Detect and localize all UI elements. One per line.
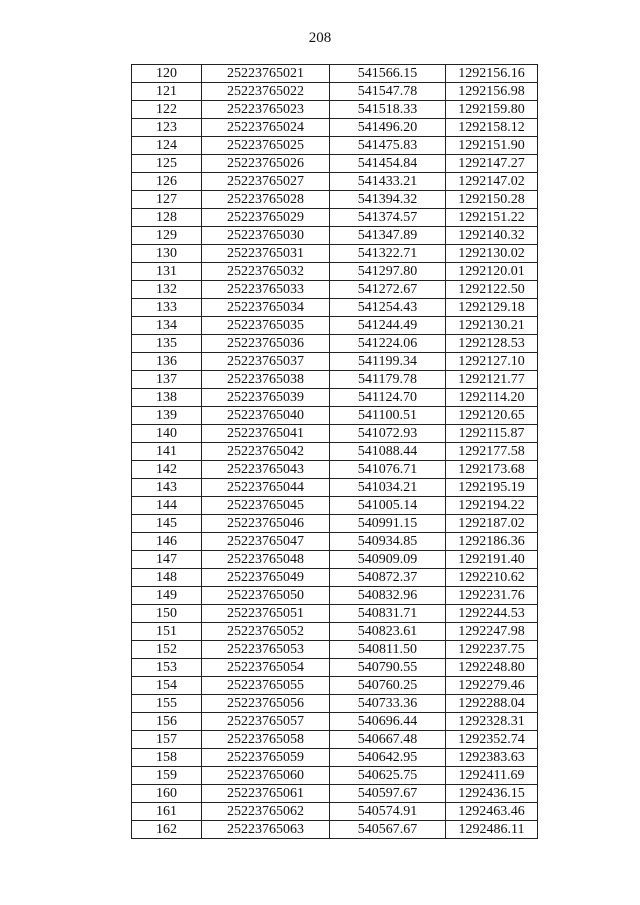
y-coordinate-cell: 1292210.62 bbox=[446, 569, 538, 587]
point-id-cell: 25223765057 bbox=[202, 713, 330, 731]
page-number: 208 bbox=[308, 30, 332, 46]
point-id-cell: 25223765060 bbox=[202, 767, 330, 785]
point-id-cell: 25223765038 bbox=[202, 371, 330, 389]
y-coordinate-cell: 1292237.75 bbox=[446, 641, 538, 659]
x-coordinate-cell: 541347.89 bbox=[330, 227, 446, 245]
point-id-cell: 25223765037 bbox=[202, 353, 330, 371]
y-coordinate-cell: 1292130.02 bbox=[446, 245, 538, 263]
y-coordinate-cell: 1292156.98 bbox=[446, 83, 538, 101]
y-coordinate-cell: 1292247.98 bbox=[446, 623, 538, 641]
x-coordinate-cell: 540934.85 bbox=[330, 533, 446, 551]
point-id-cell: 25223765052 bbox=[202, 623, 330, 641]
x-coordinate-cell: 541072.93 bbox=[330, 425, 446, 443]
y-coordinate-cell: 1292159.80 bbox=[446, 101, 538, 119]
x-coordinate-cell: 541244.49 bbox=[330, 317, 446, 335]
table-row bbox=[132, 281, 538, 299]
point-id-cell: 25223765033 bbox=[202, 281, 330, 299]
point-id-cell: 25223765058 bbox=[202, 731, 330, 749]
point-id-cell: 25223765031 bbox=[202, 245, 330, 263]
point-number-cell: 155 bbox=[132, 695, 202, 713]
point-id-cell: 25223765044 bbox=[202, 479, 330, 497]
x-coordinate-cell: 541254.43 bbox=[330, 299, 446, 317]
y-coordinate-cell: 1292120.01 bbox=[446, 263, 538, 281]
y-coordinate-cell: 1292244.53 bbox=[446, 605, 538, 623]
point-id-cell: 25223765063 bbox=[202, 821, 330, 839]
y-coordinate-cell: 1292147.27 bbox=[446, 155, 538, 173]
table-row bbox=[132, 137, 538, 155]
point-id-cell: 25223765028 bbox=[202, 191, 330, 209]
table-row bbox=[132, 461, 538, 479]
point-number-cell: 139 bbox=[132, 407, 202, 425]
table-row bbox=[132, 227, 538, 245]
x-coordinate-cell: 541433.21 bbox=[330, 173, 446, 191]
point-number-cell: 138 bbox=[132, 389, 202, 407]
point-id-cell: 25223765021 bbox=[202, 65, 330, 83]
point-id-cell: 25223765029 bbox=[202, 209, 330, 227]
point-id-cell: 25223765026 bbox=[202, 155, 330, 173]
x-coordinate-cell: 541297.80 bbox=[330, 263, 446, 281]
x-coordinate-cell: 541566.15 bbox=[330, 65, 446, 83]
y-coordinate-cell: 1292114.20 bbox=[446, 389, 538, 407]
point-number-cell: 148 bbox=[132, 569, 202, 587]
x-coordinate-cell: 540625.75 bbox=[330, 767, 446, 785]
point-number-cell: 147 bbox=[132, 551, 202, 569]
x-coordinate-cell: 541475.83 bbox=[330, 137, 446, 155]
point-number-cell: 157 bbox=[132, 731, 202, 749]
point-id-cell: 25223765024 bbox=[202, 119, 330, 137]
y-coordinate-cell: 1292151.22 bbox=[446, 209, 538, 227]
point-id-cell: 25223765062 bbox=[202, 803, 330, 821]
x-coordinate-cell: 540642.95 bbox=[330, 749, 446, 767]
point-id-cell: 25223765056 bbox=[202, 695, 330, 713]
table-row bbox=[132, 497, 538, 515]
x-coordinate-cell: 541199.34 bbox=[330, 353, 446, 371]
point-number-cell: 130 bbox=[132, 245, 202, 263]
y-coordinate-cell: 1292156.16 bbox=[446, 65, 538, 83]
point-number-cell: 127 bbox=[132, 191, 202, 209]
x-coordinate-cell: 541496.20 bbox=[330, 119, 446, 137]
point-number-cell: 152 bbox=[132, 641, 202, 659]
point-id-cell: 25223765061 bbox=[202, 785, 330, 803]
table-row bbox=[132, 371, 538, 389]
y-coordinate-cell: 1292411.69 bbox=[446, 767, 538, 785]
table-row bbox=[132, 515, 538, 533]
table-row bbox=[132, 335, 538, 353]
x-coordinate-cell: 541100.51 bbox=[330, 407, 446, 425]
point-number-cell: 142 bbox=[132, 461, 202, 479]
point-id-cell: 25223765054 bbox=[202, 659, 330, 677]
point-number-cell: 128 bbox=[132, 209, 202, 227]
point-number-cell: 135 bbox=[132, 335, 202, 353]
x-coordinate-cell: 540909.09 bbox=[330, 551, 446, 569]
point-number-cell: 134 bbox=[132, 317, 202, 335]
y-coordinate-cell: 1292140.32 bbox=[446, 227, 538, 245]
point-number-cell: 126 bbox=[132, 173, 202, 191]
y-coordinate-cell: 1292352.74 bbox=[446, 731, 538, 749]
point-number-cell: 122 bbox=[132, 101, 202, 119]
point-id-cell: 25223765047 bbox=[202, 533, 330, 551]
point-number-cell: 131 bbox=[132, 263, 202, 281]
table-row bbox=[132, 605, 538, 623]
point-number-cell: 160 bbox=[132, 785, 202, 803]
x-coordinate-cell: 540991.15 bbox=[330, 515, 446, 533]
y-coordinate-cell: 1292151.90 bbox=[446, 137, 538, 155]
point-id-cell: 25223765046 bbox=[202, 515, 330, 533]
x-coordinate-cell: 540733.36 bbox=[330, 695, 446, 713]
table-row bbox=[132, 713, 538, 731]
table-row bbox=[132, 821, 538, 839]
table-row bbox=[132, 407, 538, 425]
x-coordinate-cell: 541518.33 bbox=[330, 101, 446, 119]
point-id-cell: 25223765049 bbox=[202, 569, 330, 587]
point-id-cell: 25223765042 bbox=[202, 443, 330, 461]
table-row bbox=[132, 425, 538, 443]
y-coordinate-cell: 1292147.02 bbox=[446, 173, 538, 191]
y-coordinate-cell: 1292173.68 bbox=[446, 461, 538, 479]
point-number-cell: 133 bbox=[132, 299, 202, 317]
y-coordinate-cell: 1292194.22 bbox=[446, 497, 538, 515]
x-coordinate-cell: 540872.37 bbox=[330, 569, 446, 587]
table-row bbox=[132, 119, 538, 137]
y-coordinate-cell: 1292158.12 bbox=[446, 119, 538, 137]
x-coordinate-cell: 540696.44 bbox=[330, 713, 446, 731]
point-number-cell: 129 bbox=[132, 227, 202, 245]
y-coordinate-cell: 1292115.87 bbox=[446, 425, 538, 443]
point-number-cell: 137 bbox=[132, 371, 202, 389]
table-row bbox=[132, 317, 538, 335]
table-row bbox=[132, 299, 538, 317]
y-coordinate-cell: 1292128.53 bbox=[446, 335, 538, 353]
table-row bbox=[132, 65, 538, 83]
point-id-cell: 25223765051 bbox=[202, 605, 330, 623]
point-number-cell: 141 bbox=[132, 443, 202, 461]
x-coordinate-cell: 540597.67 bbox=[330, 785, 446, 803]
table-row bbox=[132, 173, 538, 191]
point-number-cell: 146 bbox=[132, 533, 202, 551]
x-coordinate-cell: 541272.67 bbox=[330, 281, 446, 299]
table-row bbox=[132, 695, 538, 713]
y-coordinate-cell: 1292328.31 bbox=[446, 713, 538, 731]
point-number-cell: 140 bbox=[132, 425, 202, 443]
point-id-cell: 25223765041 bbox=[202, 425, 330, 443]
y-coordinate-cell: 1292177.58 bbox=[446, 443, 538, 461]
y-coordinate-cell: 1292191.40 bbox=[446, 551, 538, 569]
y-coordinate-cell: 1292187.02 bbox=[446, 515, 538, 533]
table-row bbox=[132, 731, 538, 749]
y-coordinate-cell: 1292195.19 bbox=[446, 479, 538, 497]
point-number-cell: 120 bbox=[132, 65, 202, 83]
table-row bbox=[132, 677, 538, 695]
point-id-cell: 25223765027 bbox=[202, 173, 330, 191]
y-coordinate-cell: 1292129.18 bbox=[446, 299, 538, 317]
point-number-cell: 136 bbox=[132, 353, 202, 371]
table-row bbox=[132, 209, 538, 227]
point-number-cell: 123 bbox=[132, 119, 202, 137]
table-row bbox=[132, 749, 538, 767]
point-number-cell: 121 bbox=[132, 83, 202, 101]
point-number-cell: 150 bbox=[132, 605, 202, 623]
point-id-cell: 25223765059 bbox=[202, 749, 330, 767]
x-coordinate-cell: 540811.50 bbox=[330, 641, 446, 659]
x-coordinate-cell: 540823.61 bbox=[330, 623, 446, 641]
x-coordinate-cell: 541374.57 bbox=[330, 209, 446, 227]
table-row bbox=[132, 353, 538, 371]
point-id-cell: 25223765022 bbox=[202, 83, 330, 101]
x-coordinate-cell: 541322.71 bbox=[330, 245, 446, 263]
x-coordinate-cell: 541076.71 bbox=[330, 461, 446, 479]
x-coordinate-cell: 540790.55 bbox=[330, 659, 446, 677]
x-coordinate-cell: 541005.14 bbox=[330, 497, 446, 515]
x-coordinate-cell: 541454.84 bbox=[330, 155, 446, 173]
x-coordinate-cell: 540832.96 bbox=[330, 587, 446, 605]
point-number-cell: 145 bbox=[132, 515, 202, 533]
point-number-cell: 154 bbox=[132, 677, 202, 695]
table-row bbox=[132, 479, 538, 497]
x-coordinate-cell: 540831.71 bbox=[330, 605, 446, 623]
point-id-cell: 25223765030 bbox=[202, 227, 330, 245]
point-id-cell: 25223765053 bbox=[202, 641, 330, 659]
table-row bbox=[132, 83, 538, 101]
table-row bbox=[132, 245, 538, 263]
y-coordinate-cell: 1292122.50 bbox=[446, 281, 538, 299]
table-body bbox=[132, 65, 538, 839]
x-coordinate-cell: 541547.78 bbox=[330, 83, 446, 101]
point-number-cell: 143 bbox=[132, 479, 202, 497]
y-coordinate-cell: 1292120.65 bbox=[446, 407, 538, 425]
y-coordinate-cell: 1292288.04 bbox=[446, 695, 538, 713]
table-row bbox=[132, 587, 538, 605]
y-coordinate-cell: 1292150.28 bbox=[446, 191, 538, 209]
point-id-cell: 25223765023 bbox=[202, 101, 330, 119]
table-row bbox=[132, 785, 538, 803]
table-row bbox=[132, 533, 538, 551]
point-id-cell: 25223765040 bbox=[202, 407, 330, 425]
table-row bbox=[132, 389, 538, 407]
table-row bbox=[132, 767, 538, 785]
table-row bbox=[132, 659, 538, 677]
point-number-cell: 151 bbox=[132, 623, 202, 641]
point-number-cell: 149 bbox=[132, 587, 202, 605]
point-number-cell: 124 bbox=[132, 137, 202, 155]
y-coordinate-cell: 1292436.15 bbox=[446, 785, 538, 803]
table-row bbox=[132, 191, 538, 209]
y-coordinate-cell: 1292130.21 bbox=[446, 317, 538, 335]
point-id-cell: 25223765036 bbox=[202, 335, 330, 353]
point-id-cell: 25223765025 bbox=[202, 137, 330, 155]
point-id-cell: 25223765043 bbox=[202, 461, 330, 479]
x-coordinate-cell: 540574.91 bbox=[330, 803, 446, 821]
x-coordinate-cell: 540760.25 bbox=[330, 677, 446, 695]
x-coordinate-cell: 541088.44 bbox=[330, 443, 446, 461]
point-id-cell: 25223765035 bbox=[202, 317, 330, 335]
y-coordinate-cell: 1292248.80 bbox=[446, 659, 538, 677]
table-row bbox=[132, 641, 538, 659]
table-row bbox=[132, 101, 538, 119]
point-id-cell: 25223765048 bbox=[202, 551, 330, 569]
point-number-cell: 159 bbox=[132, 767, 202, 785]
table-row bbox=[132, 803, 538, 821]
y-coordinate-cell: 1292121.77 bbox=[446, 371, 538, 389]
table-row bbox=[132, 155, 538, 173]
x-coordinate-cell: 541124.70 bbox=[330, 389, 446, 407]
point-number-cell: 162 bbox=[132, 821, 202, 839]
table-row bbox=[132, 263, 538, 281]
point-number-cell: 156 bbox=[132, 713, 202, 731]
y-coordinate-cell: 1292383.63 bbox=[446, 749, 538, 767]
x-coordinate-cell: 540567.67 bbox=[330, 821, 446, 839]
table-row bbox=[132, 569, 538, 587]
y-coordinate-cell: 1292186.36 bbox=[446, 533, 538, 551]
y-coordinate-cell: 1292231.76 bbox=[446, 587, 538, 605]
point-id-cell: 25223765045 bbox=[202, 497, 330, 515]
coordinates-table bbox=[131, 64, 538, 839]
point-id-cell: 25223765034 bbox=[202, 299, 330, 317]
table-row bbox=[132, 443, 538, 461]
point-id-cell: 25223765050 bbox=[202, 587, 330, 605]
x-coordinate-cell: 541394.32 bbox=[330, 191, 446, 209]
point-id-cell: 25223765055 bbox=[202, 677, 330, 695]
x-coordinate-cell: 541179.78 bbox=[330, 371, 446, 389]
y-coordinate-cell: 1292486.11 bbox=[446, 821, 538, 839]
y-coordinate-cell: 1292127.10 bbox=[446, 353, 538, 371]
table-row bbox=[132, 623, 538, 641]
point-number-cell: 125 bbox=[132, 155, 202, 173]
table-row bbox=[132, 551, 538, 569]
point-number-cell: 161 bbox=[132, 803, 202, 821]
point-id-cell: 25223765032 bbox=[202, 263, 330, 281]
point-number-cell: 158 bbox=[132, 749, 202, 767]
y-coordinate-cell: 1292463.46 bbox=[446, 803, 538, 821]
point-number-cell: 144 bbox=[132, 497, 202, 515]
point-id-cell: 25223765039 bbox=[202, 389, 330, 407]
x-coordinate-cell: 541034.21 bbox=[330, 479, 446, 497]
point-number-cell: 153 bbox=[132, 659, 202, 677]
y-coordinate-cell: 1292279.46 bbox=[446, 677, 538, 695]
point-number-cell: 132 bbox=[132, 281, 202, 299]
x-coordinate-cell: 541224.06 bbox=[330, 335, 446, 353]
x-coordinate-cell: 540667.48 bbox=[330, 731, 446, 749]
